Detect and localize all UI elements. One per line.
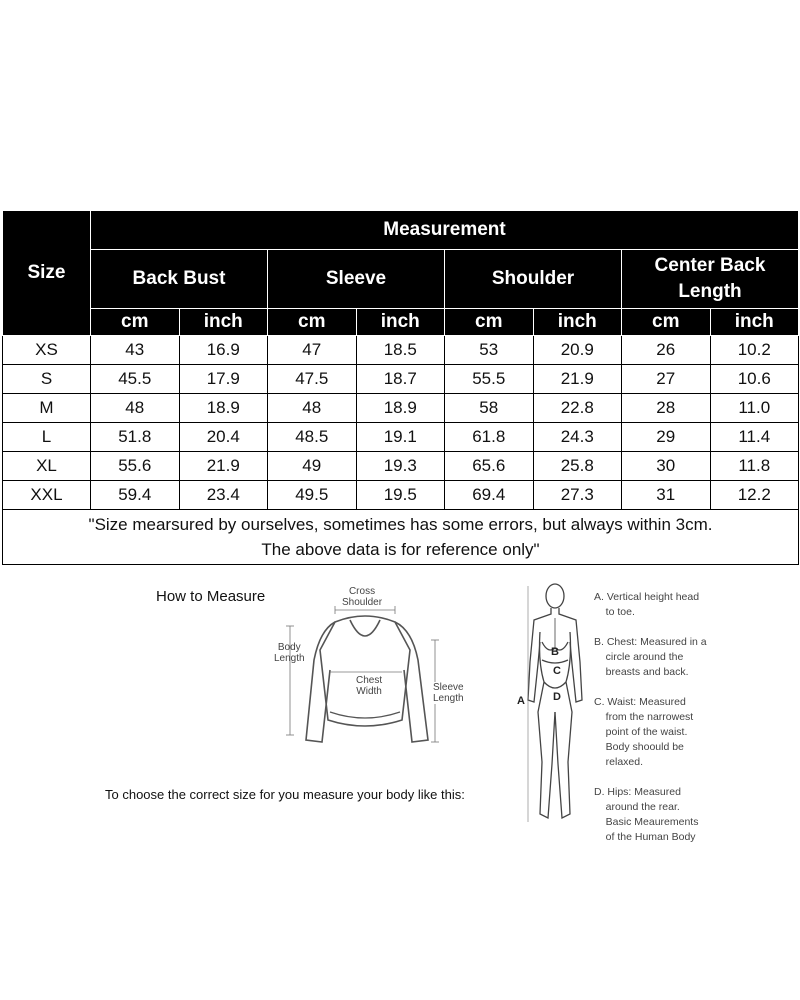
unit-header: inch [356,309,445,336]
value-cell: 11.0 [710,394,799,423]
how-to-measure-title: How to Measure [156,588,266,605]
value-cell: 21.9 [533,365,622,394]
value-cell: 19.1 [356,423,445,452]
body-length-label: Body Length [274,642,305,664]
value-cell: 10.6 [710,365,799,394]
value-cell: 27 [622,365,711,394]
value-cell: 48.5 [268,423,357,452]
table-row [3,481,799,510]
group-header-center-back-length: Center Back Length [622,250,799,309]
value-cell: 51.8 [91,423,180,452]
value-cell: 49.5 [268,481,357,510]
note-line-2: The above data is for reference only" [261,540,540,559]
value-cell: 53 [445,336,534,365]
value-cell: 28 [622,394,711,423]
value-cell: 47.5 [268,365,357,394]
size-header: Size [3,211,91,336]
body-letter-a: A [517,695,525,707]
value-cell: 30 [622,452,711,481]
reference-note [3,510,799,565]
value-cell: 27.3 [533,481,622,510]
size-cell: XS [3,336,91,365]
value-cell: 58 [445,394,534,423]
value-cell: 20.4 [179,423,268,452]
size-cell: XL [3,452,91,481]
unit-header: cm [622,309,711,336]
value-cell: 16.9 [179,336,268,365]
value-cell: 55.5 [445,365,534,394]
unit-header: cm [445,309,534,336]
body-letter-d: D [553,691,561,703]
value-cell: 20.9 [533,336,622,365]
size-cell: S [3,365,91,394]
value-cell: 11.4 [710,423,799,452]
group-header-sleeve: Sleeve [268,250,445,309]
unit-header: inch [533,309,622,336]
value-cell: 22.8 [533,394,622,423]
value-cell: 19.3 [356,452,445,481]
table-row [3,423,799,452]
value-cell: 18.9 [179,394,268,423]
chest-width-label: Chest Width [356,675,383,697]
value-cell: 48 [91,394,180,423]
value-cell: 18.9 [356,394,445,423]
value-cell: 29 [622,423,711,452]
choose-size-instruction: To choose the correct size for you measure your body like this: [105,787,465,802]
value-cell: 10.2 [710,336,799,365]
unit-header: cm [268,309,357,336]
value-cell: 47 [268,336,357,365]
value-cell: 12.2 [710,481,799,510]
table-row [3,452,799,481]
value-cell: 61.8 [445,423,534,452]
group-header-back-bust: Back Bust [91,250,268,309]
size-cell: M [3,394,91,423]
sleeve-length-label: Sleeve Length [433,682,464,704]
group-header-shoulder: Shoulder [445,250,622,309]
human-body-figure [520,582,590,832]
value-cell: 48 [268,394,357,423]
unit-header: inch [710,309,799,336]
value-cell: 65.6 [445,452,534,481]
value-cell: 24.3 [533,423,622,452]
value-cell: 31 [622,481,711,510]
note-b: B. Chest: Measured in a circle around the breasts and back. [594,636,707,678]
note-line-1: "Size mearsured by ourselves, sometimes has some errors, but always within 3cm. [88,515,713,534]
value-cell: 45.5 [91,365,180,394]
value-cell: 43 [91,336,180,365]
unit-header: cm [91,309,180,336]
measurement-header: Measurement [91,211,799,250]
value-cell: 21.9 [179,452,268,481]
value-cell: 18.7 [356,365,445,394]
note-a: A. Vertical height head to toe. [594,591,700,618]
value-cell: 18.5 [356,336,445,365]
size-cell: XXL [3,481,91,510]
value-cell: 49 [268,452,357,481]
value-cell: 23.4 [179,481,268,510]
size-cell: L [3,423,91,452]
size-chart-table [2,210,799,565]
value-cell: 25.8 [533,452,622,481]
value-cell: 55.6 [91,452,180,481]
table-row [3,394,799,423]
table-row [3,336,799,365]
value-cell: 11.8 [710,452,799,481]
value-cell: 59.4 [91,481,180,510]
value-cell: 69.4 [445,481,534,510]
cross-shoulder-label: Cross Shoulder [342,586,383,608]
table-row [3,365,799,394]
note-c: C. Waist: Measured from the narrowest point of the waist. Body shoould be relaxed. [594,696,694,768]
unit-header: inch [179,309,268,336]
body-letter-b: B [551,646,559,658]
value-cell: 17.9 [179,365,268,394]
value-cell: 19.5 [356,481,445,510]
value-cell: 26 [622,336,711,365]
note-d: D. Hips: Measured around the rear. Basic Meaurements of the Human Body [594,786,699,843]
body-letter-c: C [553,665,561,677]
